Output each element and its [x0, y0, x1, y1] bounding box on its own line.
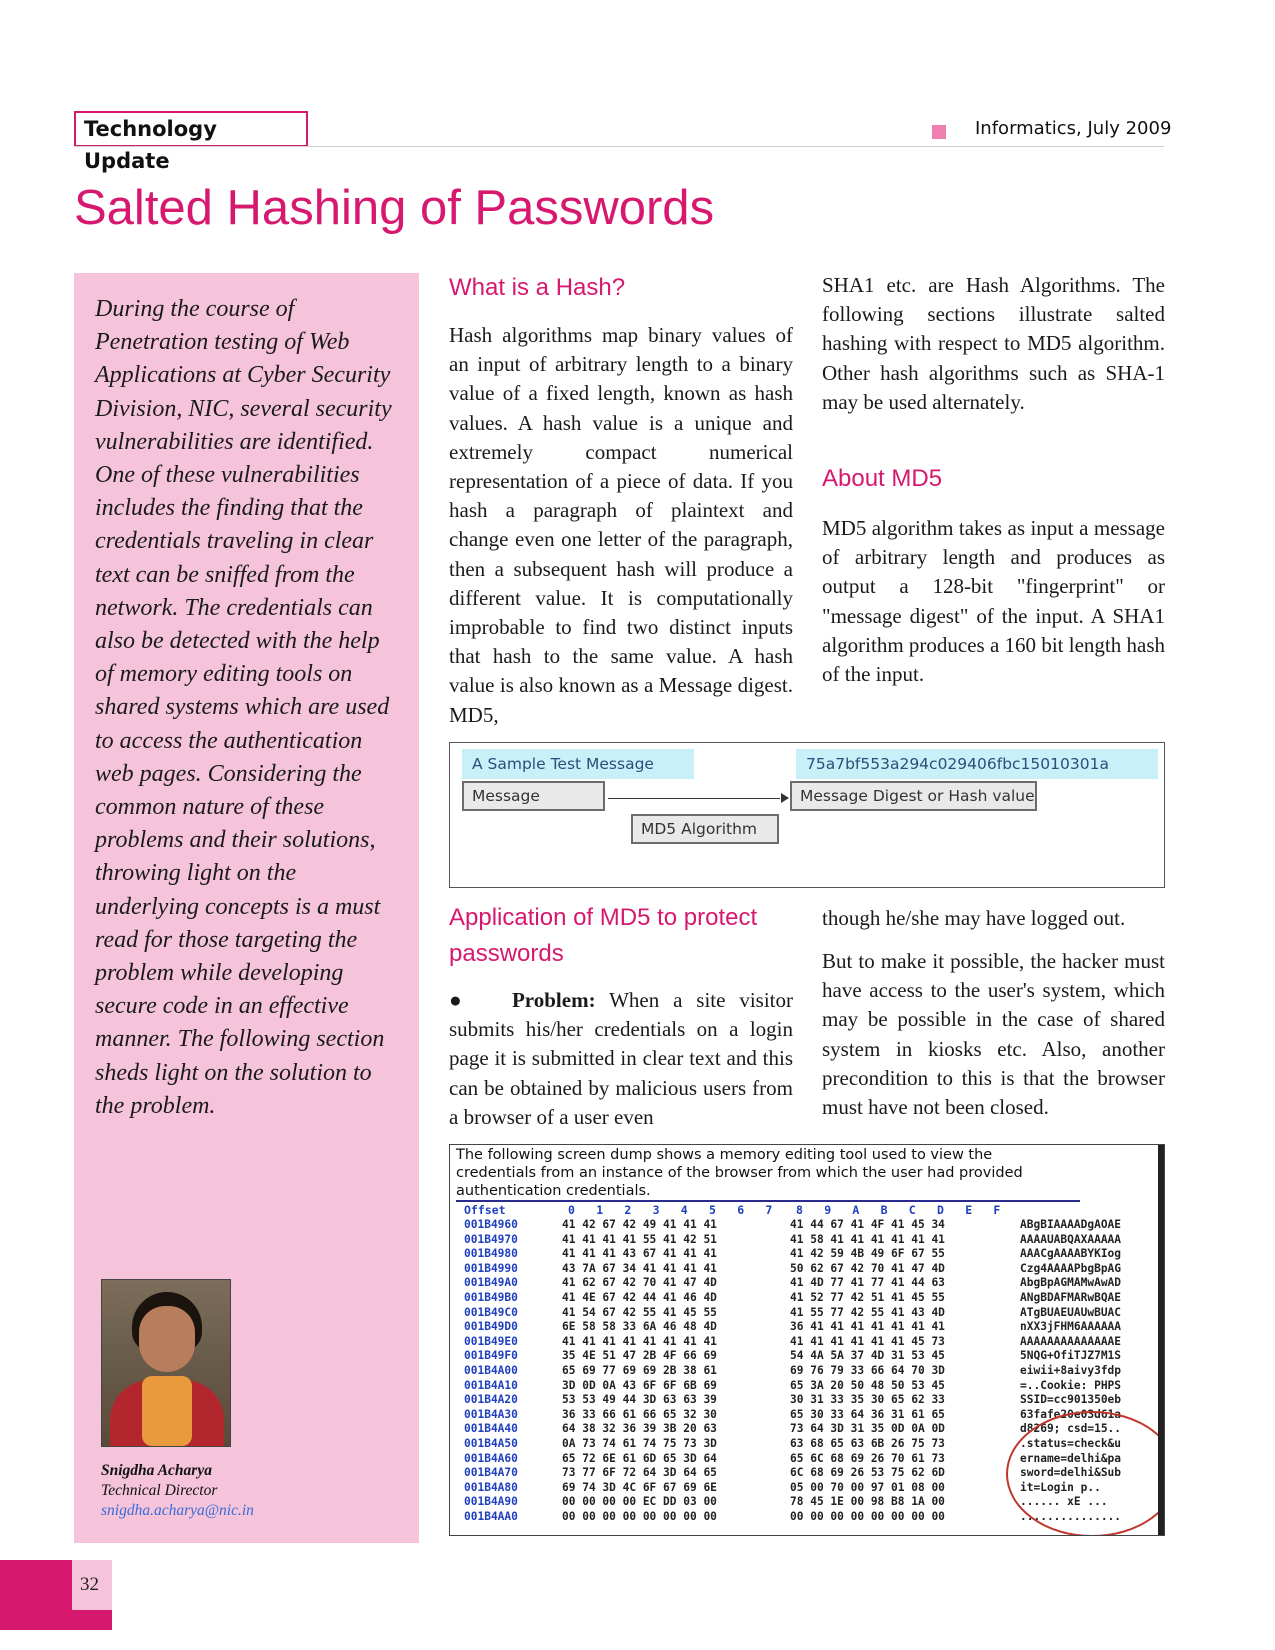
dump-offset: 001B4A00: [464, 1363, 518, 1377]
dump-bytes-low: 00 00 00 00 00 00 00 00: [562, 1509, 717, 1523]
dump-offset: 001B4990: [464, 1261, 518, 1275]
problem-label: Problem:: [511, 988, 596, 1012]
dump-ascii: sword=delhi&Sub: [1020, 1466, 1122, 1480]
dump-bytes-low: 65 69 77 69 69 2B 38 61: [562, 1363, 717, 1377]
dump-offset: 001B49B0: [464, 1290, 518, 1304]
paragraph-about-md5: MD5 algorithm takes as input a message of arbitrary length and produces as output a 128-bit "fingerprint" or "message digest" of the input. A SHA1 algorithm produces a 160 bit length hash of the input.: [822, 516, 1165, 687]
dump-offset: 001B4A40: [464, 1422, 518, 1436]
dump-header-col: 3: [652, 1203, 660, 1217]
page-number: 32: [80, 1574, 99, 1595]
dump-row: [450, 1364, 1165, 1379]
dump-ascii: eiwii+8aivy3fdp: [1020, 1363, 1122, 1377]
dump-bytes-low: 41 42 67 42 49 41 41 41: [562, 1218, 717, 1231]
dump-row: [450, 1306, 1165, 1321]
dump-header-col: 9: [824, 1203, 832, 1217]
dump-ascii: ...... xE ...: [1020, 1495, 1108, 1509]
dump-offset: 001B49D0: [464, 1320, 518, 1334]
heading-about-md5: About MD5: [822, 465, 943, 492]
dump-header-col: 0: [568, 1203, 575, 1217]
dump-bytes-low: 41 62 67 42 70 41 47 4D: [562, 1276, 717, 1290]
dump-offset: 001B4970: [464, 1232, 518, 1246]
dump-bytes-high: 30 31 33 35 30 65 62 33: [790, 1393, 945, 1407]
dump-bytes-high: 41 41 41 41 41 41 45 73: [790, 1334, 945, 1348]
dump-bytes-high: 36 41 41 41 41 41 41 41: [790, 1320, 945, 1334]
algorithm-box: MD5 Algorithm: [631, 814, 779, 844]
dump-bytes-high: 6C 68 69 26 53 75 62 6D: [790, 1466, 945, 1480]
dump-offset: 001B4A50: [464, 1436, 518, 1450]
dump-header-offset: Offset: [464, 1203, 506, 1217]
dump-offset: 001B4980: [464, 1247, 518, 1261]
dump-offset: 001B49E0: [464, 1334, 518, 1348]
dump-row: [450, 1247, 1165, 1262]
paragraph-logged-out: though he/she may have logged out.: [822, 906, 1126, 930]
dump-bytes-high: 65 6C 68 69 26 70 61 73: [790, 1451, 945, 1465]
dump-bytes-high: 73 64 3D 31 35 0D 0A 0D: [790, 1422, 945, 1436]
dump-bytes-high: 41 42 59 4B 49 6F 67 55: [790, 1247, 945, 1261]
dump-ascii: 63fafe20e03d61a: [1020, 1407, 1122, 1421]
dump-caption-rule: [456, 1200, 1080, 1202]
header-divider: [74, 146, 1164, 147]
dump-header-col: 4: [680, 1203, 688, 1217]
dump-ascii: AbgBpAGMAMwAwAD: [1020, 1276, 1122, 1290]
dump-row: [450, 1335, 1165, 1350]
credentials-highlight-circle: [1006, 1411, 1165, 1536]
dump-header-col: 7: [765, 1203, 773, 1217]
dump-bytes-low: 43 7A 67 34 41 41 41 41: [562, 1261, 717, 1275]
dump-offset: 001B4A70: [464, 1466, 518, 1480]
dump-bytes-low: 64 38 32 36 39 3B 20 63: [562, 1422, 717, 1436]
dump-bytes-low: 36 33 66 61 66 65 32 30: [562, 1407, 717, 1421]
dump-bytes-high: 50 62 67 42 70 41 47 4D: [790, 1261, 945, 1275]
dump-ascii: Czg4AAAAPbgBpAG: [1020, 1261, 1122, 1275]
dump-header-col: 1: [596, 1203, 604, 1217]
dump-ascii: =..Cookie: PHPS: [1020, 1378, 1122, 1392]
dump-bytes-high: 78 45 1E 00 98 B8 1A 00: [790, 1495, 945, 1509]
dump-offset: 001B49C0: [464, 1305, 518, 1319]
dump-offset: 001B4A20: [464, 1393, 518, 1407]
dump-bytes-high: 41 55 77 42 55 41 43 4D: [790, 1305, 945, 1319]
bullet-icon: ●: [449, 988, 512, 1012]
dump-bytes-high: 63 68 65 63 6B 26 75 73: [790, 1436, 945, 1450]
dump-header-col: F: [993, 1203, 1001, 1217]
message-box: Message: [462, 781, 605, 811]
dump-bytes-low: 41 54 67 42 55 41 45 55: [562, 1305, 717, 1319]
dump-bytes-low: 3D 0D 0A 43 6F 6F 6B 69: [562, 1378, 717, 1392]
dump-ascii: ATgBUAEUAUwBUAC: [1020, 1305, 1122, 1319]
dump-row: [450, 1393, 1165, 1408]
paragraph-sha1: SHA1 etc. are Hash Algorithms. The following sections illustrate salted hashing with respect to MD5 algorithm. Other hash algorithms such as SHA-1 may be used alternately.: [822, 273, 1165, 414]
dump-row: [450, 1379, 1165, 1394]
dump-offset: 001B49F0: [464, 1349, 518, 1363]
dump-offset: 001B4A80: [464, 1480, 518, 1494]
dump-row: [450, 1291, 1165, 1306]
flow-line: [608, 798, 780, 799]
sample-message-label: A Sample Test Message: [462, 749, 694, 779]
dump-bytes-high: 41 52 77 42 51 41 45 55: [790, 1290, 945, 1304]
dump-bytes-high: 41 4D 77 41 77 41 44 63: [790, 1276, 945, 1290]
dump-bytes-high: 65 30 33 64 36 31 61 65: [790, 1407, 945, 1421]
author-name: Snigdha Acharya: [101, 1462, 212, 1479]
dump-row: [450, 1218, 1165, 1233]
dump-bytes-low: 41 41 41 41 41 41 41 41: [562, 1334, 717, 1348]
dump-bytes-low: 69 74 3D 4C 6F 67 69 6E: [562, 1480, 717, 1494]
dump-ascii: 5NQG+OfiTJZ7M1S: [1020, 1349, 1122, 1363]
dump-ascii: AAACgAAAABYKIog: [1020, 1247, 1122, 1261]
author-role: Technical Director: [101, 1482, 218, 1499]
dump-row: [450, 1320, 1165, 1335]
dump-ascii: ...............: [1020, 1509, 1122, 1523]
dump-bytes-high: 41 58 41 41 41 41 41 41: [790, 1232, 945, 1246]
dump-offset: 001B49A0: [464, 1276, 518, 1290]
dump-ascii: ername=delhi&pa: [1020, 1451, 1122, 1465]
heading-application-md5: Application of MD5 to protect passwords: [449, 904, 758, 967]
digest-box: Message Digest or Hash value: [790, 781, 1037, 811]
dump-bytes-low: 41 4E 67 42 44 41 46 4D: [562, 1290, 717, 1304]
author-photo: [101, 1279, 231, 1447]
dump-ascii: d8269; csd=15..: [1020, 1422, 1122, 1436]
paragraph-problem: [449, 986, 793, 1132]
dump-bytes-high: 65 3A 20 50 48 50 53 45: [790, 1378, 945, 1392]
dump-ascii: ANgBDAFMARwBQAE: [1020, 1290, 1122, 1304]
dump-row: [450, 1262, 1165, 1277]
dump-header-col: D: [937, 1203, 944, 1217]
page-corner-block-lower: [72, 1610, 112, 1630]
dump-header-col: A: [852, 1203, 860, 1217]
dump-header-col: B: [880, 1203, 888, 1217]
dump-header-col: 2: [624, 1203, 632, 1217]
dump-bytes-low: 41 41 41 43 67 41 41 41: [562, 1247, 717, 1261]
dump-header-col: 8: [796, 1203, 803, 1217]
arrow-right-icon: [781, 793, 789, 803]
dump-row: [450, 1233, 1165, 1248]
dump-ascii: AAAAAAAAAAAAAAE: [1020, 1334, 1122, 1348]
paragraph-hacker: But to make it possible, the hacker must have access to the user's system, which may be possible in the case of shared system in kiosks etc. Also, another precondition to this is that the browser must have not been closed.: [822, 949, 1165, 1120]
dump-bytes-high: 05 00 70 00 97 01 08 00: [790, 1480, 945, 1494]
issue-square-icon: [932, 125, 946, 139]
dump-ascii: AAAAUABQAXAAAAA: [1020, 1232, 1122, 1246]
memory-dump-screenshot: [449, 1144, 1165, 1536]
dump-offset: 001B4A90: [464, 1495, 518, 1509]
dump-bytes-high: 69 76 79 33 66 64 70 3D: [790, 1363, 945, 1377]
dump-offset: 001B4AA0: [464, 1509, 518, 1523]
dump-header-col: 5: [709, 1203, 716, 1217]
dump-ascii: ABgBIAAAADgAOAE: [1020, 1218, 1122, 1231]
dump-row: [450, 1276, 1165, 1291]
dump-scrollbar: [1158, 1145, 1164, 1536]
dump-bytes-high: 54 4A 5A 37 4D 31 53 45: [790, 1349, 945, 1363]
dump-offset: 001B4A10: [464, 1378, 518, 1392]
dump-offset: 001B4A60: [464, 1451, 518, 1465]
dump-bytes-low: 41 41 41 41 55 41 42 51: [562, 1232, 717, 1246]
problem-text: When a site visitor submits his/her credentials on a login page it is submitted in clear text and this can be obtained by malicious users from a browser of a user even: [449, 988, 793, 1129]
dump-header-col: C: [908, 1203, 916, 1217]
dump-ascii: nXX3jFHM6AAAAAA: [1020, 1320, 1122, 1334]
issue-label: Informatics, July 2009: [975, 118, 1172, 139]
section-tag: Technology Update: [74, 111, 308, 147]
dump-ascii: SSID=cc901350eb: [1020, 1393, 1122, 1407]
dump-bytes-low: 65 72 6E 61 6D 65 3D 64: [562, 1451, 717, 1465]
dump-bytes-low: 00 00 00 00 EC DD 03 00: [562, 1495, 717, 1509]
heading-what-is-hash: What is a Hash?: [449, 274, 626, 301]
article-abstract: During the course of Penetration testing of Web Applications at Cyber Security Division, NIC, several security vulnerabilities are identified. One of these vulnerabilities includes the finding that the credentials traveling in clear text can be sniffed from the network. The credentials can also be detected with the help of memory editing tools on shared systems which are used to access the authentication web pages. Considering the common nature of these problems and their solutions, throwing light on the underlying concepts is a must read for those targeting the problem while developing secure code in an effective manner. The following section sheds light on the solution to the problem.: [95, 296, 392, 1119]
dump-bytes-low: 0A 73 74 61 74 75 73 3D: [562, 1436, 717, 1450]
dump-bytes-high: 41 44 67 41 4F 41 45 34: [790, 1218, 945, 1231]
dump-offset: 001B4960: [464, 1218, 518, 1231]
dump-bytes-low: 73 77 6F 72 64 3D 64 65: [562, 1466, 717, 1480]
paragraph-hash-algorithms: Hash algorithms map binary values of an input of arbitrary length to a binary value of a fixed length, known as hash values. A hash value is a unique and extremely compact numerical representation of a piece of data. If you hash a paragraph of plaintext and change even one letter of the paragraph, then a subsequent hash will produce a different value. It is computationally improbable to find two distinct inputs that hash to the same value. A hash value is also known as a Message digest. MD5,: [449, 323, 793, 727]
dump-offset: 001B4A30: [464, 1407, 518, 1421]
dump-bytes-low: 6E 58 58 33 6A 46 48 4D: [562, 1320, 717, 1334]
dump-bytes-low: 53 53 49 44 3D 63 63 39: [562, 1393, 717, 1407]
dump-caption: The following screen dump shows a memory editing tool used to view the credentials from an instance of the browser from which the user had provided authentication credentials.: [456, 1147, 1023, 1199]
dump-bytes-high: 00 00 00 00 00 00 00 00: [790, 1509, 945, 1523]
dump-header-col: 6: [737, 1203, 745, 1217]
dump-bytes-low: 35 4E 51 47 2B 4F 66 69: [562, 1349, 717, 1363]
md5-diagram: [449, 742, 1165, 888]
dump-row: [450, 1349, 1165, 1364]
hash-value-label: 75a7bf553a294c029406fbc15010301a: [796, 749, 1158, 779]
dump-ascii: it=Login p..: [1020, 1480, 1101, 1494]
author-email-link[interactable]: snigdha.acharya@nic.in: [101, 1502, 254, 1519]
dump-ascii: .status=check&u: [1020, 1436, 1122, 1450]
article-title: Salted Hashing of Passwords: [74, 181, 715, 235]
page-corner-block: [0, 1560, 72, 1630]
dump-header-col: E: [965, 1203, 973, 1217]
